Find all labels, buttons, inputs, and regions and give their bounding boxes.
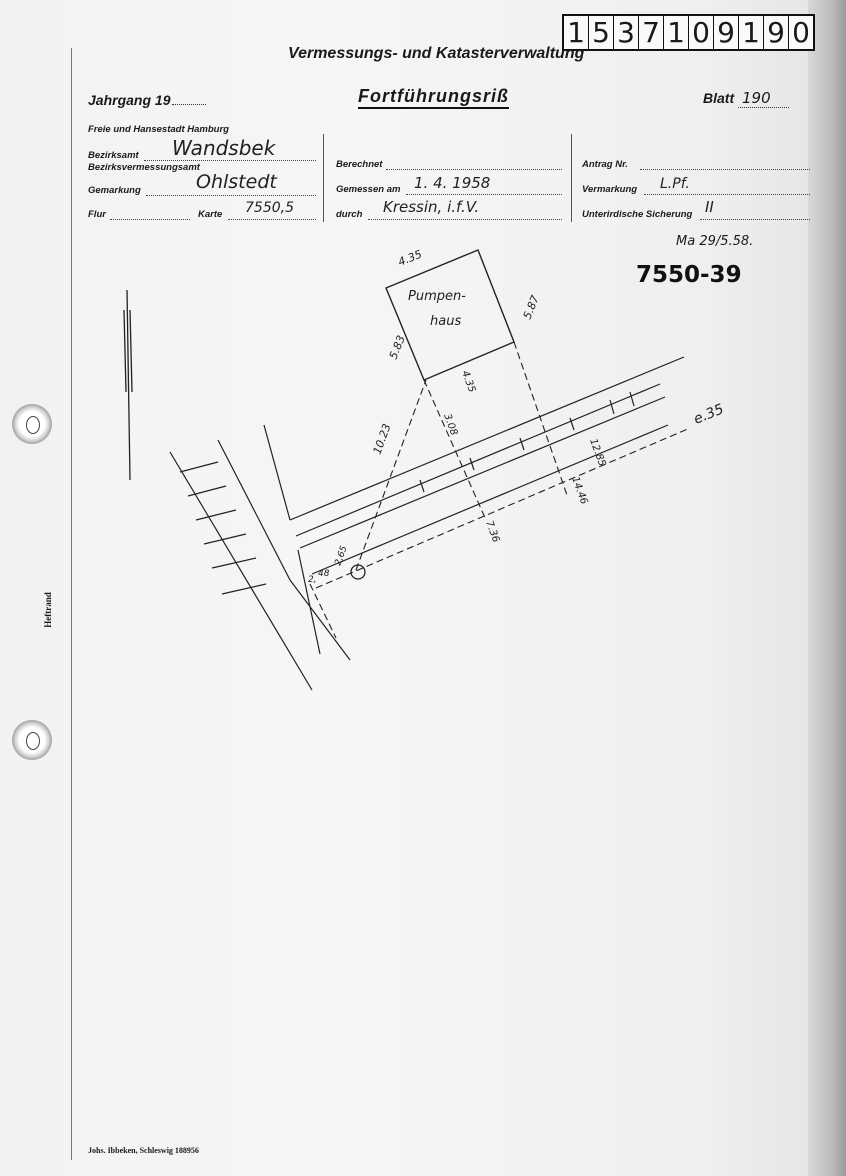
gemessen-value: 1. 4. 1958: [414, 174, 491, 192]
dim-bottom: 4.35: [459, 369, 478, 394]
building-label-2: haus: [430, 314, 462, 329]
parish-label: Gemarkung: [88, 185, 141, 196]
berechnet-label: Berechnet: [336, 159, 383, 170]
sheet-value: 190: [738, 89, 789, 108]
karte-value: 7550,5: [245, 200, 294, 216]
file-digit: 0: [689, 16, 714, 49]
dim-mid: 3.08: [441, 412, 460, 437]
measurement-lines: [310, 342, 690, 638]
agency-heading: Vermessungs- und Katasterverwaltung: [288, 45, 585, 62]
file-digit: 0: [792, 16, 810, 49]
city-label: Freie und Hansestadt Hamburg: [88, 124, 229, 135]
printer-imprint: Johs. Ibbeken, Schleswig 188956: [88, 1146, 199, 1155]
karte-label: Karte: [198, 209, 223, 220]
flur-label: Flur: [88, 209, 106, 220]
gemessen-label: Gemessen am: [336, 184, 401, 195]
dim-side2: 12.85: [587, 437, 608, 468]
year-label-text: Jahrgang 19: [88, 92, 171, 108]
vermarkung-value: L.Pf.: [660, 176, 690, 192]
dim-diagonal: 10.23: [370, 421, 394, 457]
dim-end: e.35: [691, 401, 727, 428]
survey-point-marker: [351, 565, 365, 579]
file-digit: 3: [614, 16, 639, 49]
dim-corner1: 2,65: [333, 544, 350, 568]
dim-corner3: 2,: [308, 575, 317, 585]
dim-road: 7.36: [483, 519, 502, 544]
handwritten-signature: Ma 29/5.58.: [676, 234, 754, 249]
margin-label: Heftrand: [42, 592, 53, 628]
dim-right: 5.87: [520, 293, 542, 322]
file-digit: 1: [664, 16, 689, 49]
file-digit: 5: [589, 16, 614, 49]
file-digit: 1: [564, 16, 589, 49]
district-value: Wandsbek: [172, 136, 276, 160]
file-digit: 9: [714, 16, 739, 49]
durch-value: Kressin, i.f.V.: [383, 198, 480, 216]
document-title: Fortführungsriß: [358, 86, 509, 109]
reference-number: 7550-39: [636, 262, 742, 288]
building-label-1: Pumpen-: [408, 289, 466, 304]
parish-value: Ohlstedt: [196, 171, 277, 193]
vermarkung-label: Vermarkung: [582, 184, 638, 195]
dim-left: 5.83: [386, 333, 408, 362]
sheet-label: Blatt: [703, 90, 735, 106]
survey-office-label: Bezirksvermessungsamt: [88, 162, 200, 173]
antrag-label: Antrag Nr.: [582, 159, 628, 170]
district-label: Bezirksamt: [88, 150, 139, 161]
dim-side: 14.46: [569, 475, 590, 506]
road-lines: [170, 357, 684, 690]
file-digit: 7: [639, 16, 664, 49]
file-digit: 9: [764, 16, 789, 49]
dim-corner2: 48: [318, 569, 330, 579]
north-arrow-icon: [124, 290, 132, 480]
durch-label: durch: [336, 209, 363, 220]
sicherung-label: Unterirdische Sicherung: [582, 209, 693, 220]
file-digit: 1: [739, 16, 764, 49]
dim-top: 4.35: [396, 247, 424, 269]
sicherung-value: II: [705, 198, 714, 216]
